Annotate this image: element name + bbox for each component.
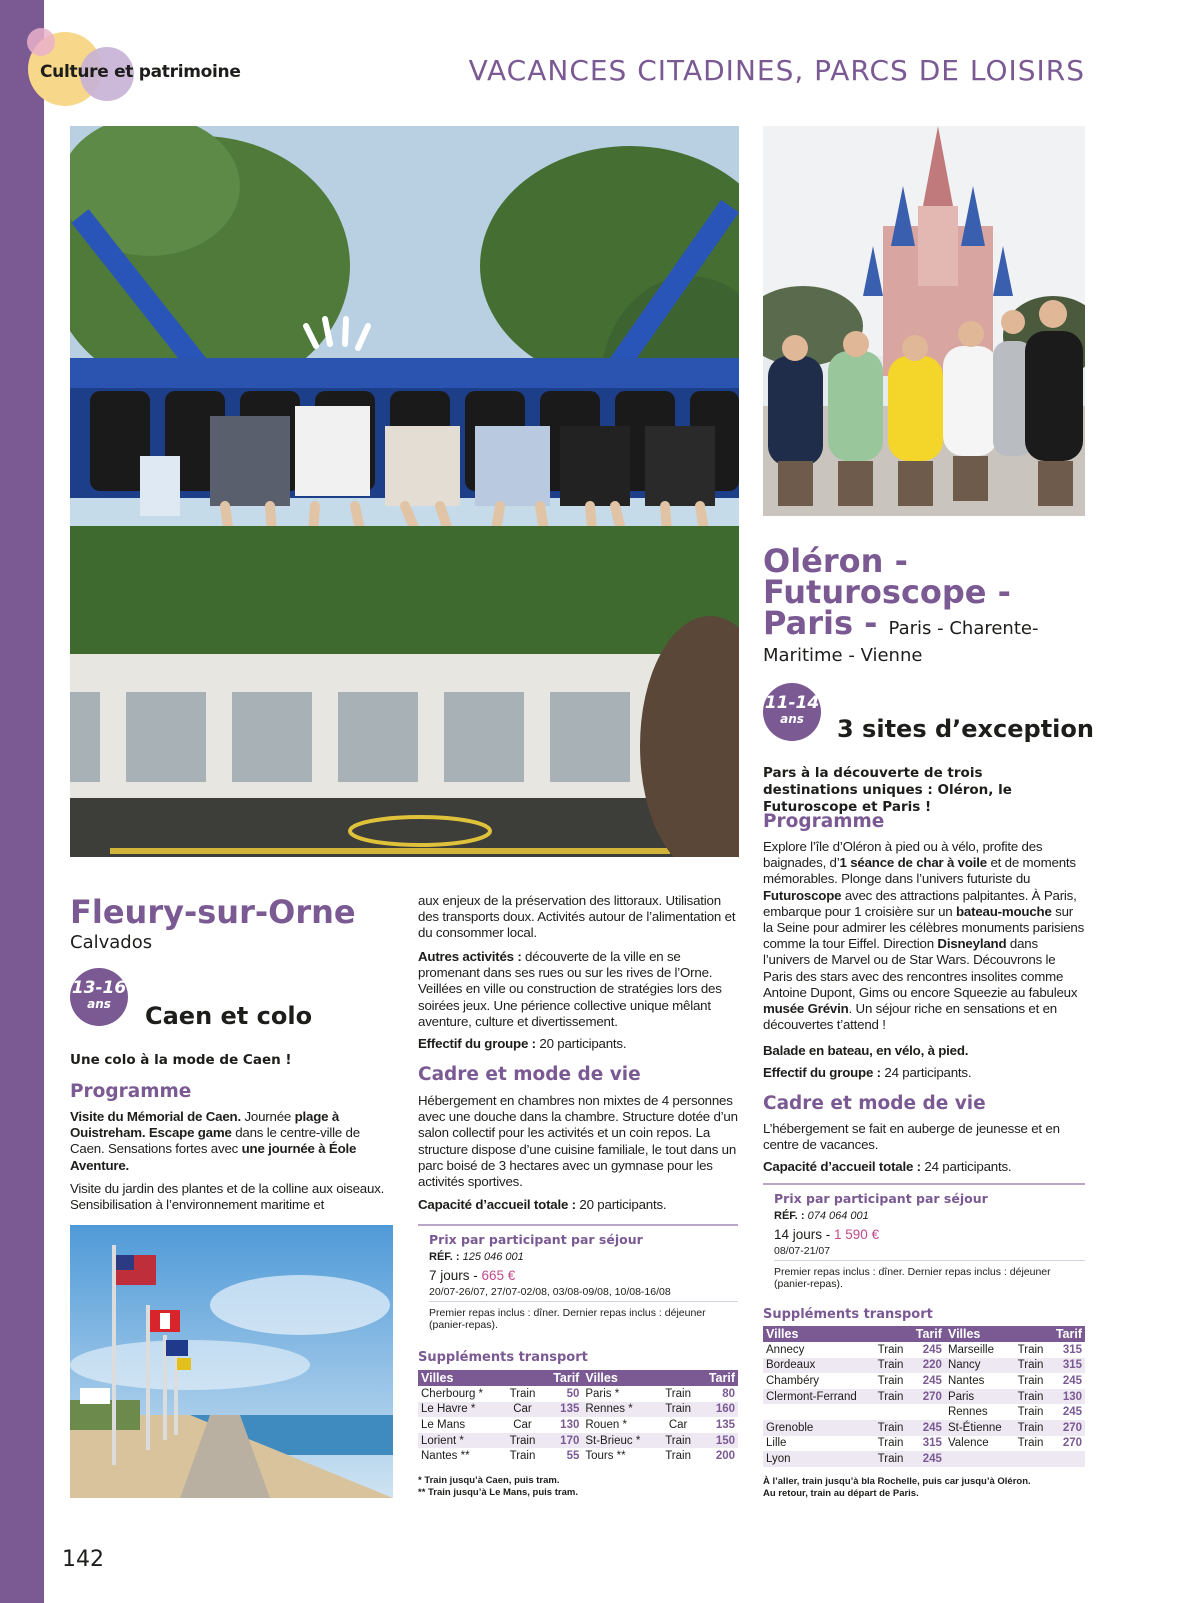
price-dates: 08/07-21/07 <box>774 1242 1085 1261</box>
table-cell: Nancy <box>945 1358 1013 1374</box>
footnote-1: * Train jusqu’à Caen, puis tram. <box>418 1475 560 1486</box>
ref-label: RÉF. : <box>429 1251 460 1263</box>
footnote-1: À l’aller, train jusqu’à bla Rochelle, puis car jusqu’à Oléron. <box>763 1476 1031 1487</box>
table-row <box>763 1451 1085 1467</box>
table-cell: 220 <box>909 1358 945 1374</box>
group-size-text: 24 participants. <box>880 1065 972 1080</box>
table-cell: 245 <box>909 1420 945 1436</box>
age-badge-fleury <box>70 968 128 1026</box>
table-cell <box>909 1404 945 1420</box>
col-price-2: Tarif <box>1049 1326 1085 1342</box>
fleury-footnotes <box>418 1475 578 1499</box>
section-label: Culture et patrimoine <box>40 62 241 82</box>
table-cell: Train <box>509 1450 536 1463</box>
price-reference <box>763 1206 1085 1222</box>
table-cell: Train <box>877 1437 904 1450</box>
table-cell: Cherbourg * <box>421 1387 484 1400</box>
text-run: Explore l’île d’Oléron à pied ou à vélo, profite des baignades, d’ <box>763 839 1043 871</box>
table-row <box>763 1373 1085 1389</box>
price-heading: Prix par participant par séjour <box>429 1232 643 1247</box>
table-cell <box>945 1451 1013 1467</box>
table-cell: St-Étienne <box>945 1420 1013 1436</box>
text-run: . Un séjour riche en sensations et en découvertes t’attend ! <box>763 1001 1057 1033</box>
table-cell: Train <box>873 1358 909 1374</box>
table-cell: 270 <box>1062 1437 1082 1450</box>
text-run: musée Grévin <box>763 1001 849 1017</box>
title-line-1: Oléron - <box>763 542 908 580</box>
age-unit: ans <box>780 712 804 726</box>
price-dates: 20/07-26/07, 27/07-02/08, 03/08-09/08, 10/08-16/08 <box>429 1283 738 1302</box>
table-cell: 200 <box>715 1450 735 1463</box>
table-cell: Rennes <box>947 1406 988 1419</box>
age-range: 11-14 <box>764 693 820 713</box>
table-cell: Car <box>503 1402 543 1418</box>
table-cell: 135 <box>542 1402 582 1418</box>
table-cell: Marseille <box>947 1343 994 1356</box>
table-cell: Clermont-Ferrand <box>763 1389 873 1405</box>
table-cell: Train <box>503 1433 543 1449</box>
table-cell: Le Havre * <box>418 1402 503 1418</box>
oleron-footnotes <box>763 1476 1031 1500</box>
col-mode-2 <box>1013 1326 1049 1342</box>
table-row <box>763 1404 1085 1420</box>
price-meals: Premier repas inclus : dîner. Dernier repas inclus : déjeuner (panier-repas). <box>429 1307 706 1331</box>
table-cell: Train <box>1013 1389 1049 1405</box>
group-size-label: Effectif du groupe : <box>763 1065 881 1080</box>
ref-value: 125 046 001 <box>459 1251 524 1263</box>
table-cell: 315 <box>922 1437 942 1450</box>
price-heading: Prix par participant par séjour <box>774 1191 988 1206</box>
table-cell: 315 <box>1062 1343 1082 1356</box>
fleury-group-size <box>418 1036 738 1052</box>
fleury-cadre-text: Hébergement en chambres non mixtes de 4 personnes avec une douche dans la chambre. Structure dotée d’un salon collectif pour les activités et un coin repos. La structure dispose d’une cuisine familiale, le tout dans un parc boisé de 3 hectares avec un gymnase pour les activités sportives. <box>418 1093 738 1190</box>
oleron-intro: Pars à la découverte de trois destinations uniques : Oléron, le Futuroscope et Paris ! <box>763 765 1012 815</box>
oleron-supplements-title: Suppléments transport <box>763 1307 933 1322</box>
col-mode <box>503 1370 543 1386</box>
fleury-stay-title: Caen et colo <box>145 1002 313 1030</box>
page-number: 142 <box>62 1547 104 1572</box>
table-row <box>763 1358 1085 1374</box>
other-activities-text: découverte de la ville en se promenant dans ses rues ou sur les rives de l’Orne. Veillées en ville ou construction de stratégies lors des soirées jeux. Une périence collective unique mêlant aventure, culture et divertissement. <box>418 949 722 1029</box>
fleury-other-activities <box>418 949 738 1030</box>
table-cell: 135 <box>715 1418 735 1431</box>
table-cell: Chambéry <box>766 1374 820 1387</box>
title-line-2: Futuroscope - <box>763 573 1011 611</box>
sidebar-band <box>0 0 44 1603</box>
fleury-programme-heading: Programme <box>70 1081 192 1102</box>
castle-group-photo <box>763 126 1085 516</box>
oleron-region-inline: Paris - Charente- <box>888 618 1039 639</box>
table-cell: Train <box>1013 1420 1049 1436</box>
capacity-label: Capacité d’accueil totale : <box>763 1159 921 1174</box>
col-mode <box>873 1326 909 1342</box>
text-run: 1 séance de char à voile <box>839 855 987 871</box>
table-cell: 130 <box>1049 1389 1085 1405</box>
text-run: Futuroscope <box>763 887 842 903</box>
table-cell: Lyon <box>763 1451 873 1467</box>
oleron-activities: Balade en bateau, en vélo, à pied. <box>763 1043 969 1058</box>
table-cell <box>873 1404 909 1420</box>
table-cell: Train <box>509 1387 536 1400</box>
other-activities-label: Autres activités : <box>418 949 522 964</box>
duration: 7 jours - <box>429 1268 482 1283</box>
table-row <box>763 1436 1085 1452</box>
table-cell: 270 <box>909 1389 945 1405</box>
col-cities: Villes <box>763 1326 873 1342</box>
table-cell: 245 <box>922 1343 942 1356</box>
table-cell: Train <box>877 1374 904 1387</box>
table-cell: Train <box>873 1389 909 1405</box>
text-run: et de moments mémorables. Plonge dans l’univers futuriste du <box>763 855 1076 887</box>
table-cell: Paris * <box>585 1387 620 1400</box>
text-run: une journée à Éole Aventure. <box>70 1141 357 1173</box>
oleron-programme-text <box>763 839 1085 1033</box>
table-cell: Train <box>873 1451 909 1467</box>
oleron-region: Maritime - Vienne <box>763 645 923 666</box>
text-run: Escape game <box>148 1125 232 1141</box>
fleury-programme-text-2: Visite du jardin des plantes et de la colline aux oiseaux. Sensibilisation à l’environnement maritime et <box>70 1181 385 1213</box>
amusement-park-ride-photo <box>70 126 739 857</box>
capacity-text: 20 participants. <box>575 1197 667 1212</box>
table-cell: 315 <box>1049 1358 1085 1374</box>
table-cell: Bordeaux <box>763 1358 873 1374</box>
capacity-text: 24 participants. <box>920 1159 1012 1174</box>
oleron-title <box>763 542 1093 644</box>
age-unit: ans <box>87 997 111 1011</box>
table-cell: 245 <box>1062 1374 1082 1387</box>
table-cell: 55 <box>566 1450 580 1463</box>
table-row <box>418 1402 738 1418</box>
fleury-programme-text <box>70 1109 390 1174</box>
oleron-group-size <box>763 1065 1085 1081</box>
ref-value: 074 064 001 <box>804 1210 869 1222</box>
oleron-cadre-text: L’hébergement se fait en auberge de jeunesse et en centre de vacances. <box>763 1121 1060 1153</box>
table-cell: 160 <box>698 1402 738 1418</box>
table-cell: Valence <box>947 1437 989 1450</box>
group-size-text: 20 participants. <box>535 1036 627 1051</box>
footnote-2: ** Train jusqu’à Le Mans, puis tram. <box>418 1487 578 1498</box>
flags-beach-photo <box>70 1225 393 1498</box>
fleury-cadre-heading: Cadre et mode de vie <box>418 1064 641 1085</box>
table-cell: Car <box>668 1418 688 1431</box>
table-cell: 130 <box>560 1418 580 1431</box>
table-row <box>418 1386 738 1402</box>
footnote-2: Au retour, train au départ de Paris. <box>763 1488 919 1499</box>
capacity-label: Capacité d’accueil totale : <box>418 1197 576 1212</box>
table-cell: Train <box>1017 1406 1044 1419</box>
col-price: Tarif <box>909 1326 945 1342</box>
table-cell: 80 <box>722 1387 735 1400</box>
col-cities: Villes <box>418 1370 503 1386</box>
table-cell: Train <box>1017 1374 1044 1387</box>
table-cell: Train <box>658 1402 698 1418</box>
oleron-transport-table <box>763 1326 1085 1467</box>
table-cell <box>1013 1451 1049 1467</box>
table-cell: Rouen * <box>585 1418 627 1431</box>
table-cell <box>763 1404 873 1420</box>
col-price: Tarif <box>542 1370 582 1386</box>
oleron-capacity <box>763 1159 1085 1175</box>
fleury-transport-table <box>418 1370 738 1464</box>
table-cell: Paris <box>945 1389 1013 1405</box>
age-badge-oleron <box>763 683 821 741</box>
price-line <box>763 1222 1085 1242</box>
page-header-title: VACANCES CITADINES, PARCS DE LOISIRS <box>468 54 1085 87</box>
table-cell: Rennes * <box>582 1402 658 1418</box>
text-run: Disneyland <box>937 936 1007 952</box>
ref-label: RÉF. : <box>774 1210 805 1222</box>
title-line-3: Paris - Paris - Charente- <box>763 604 1039 642</box>
table-cell: 150 <box>698 1433 738 1449</box>
price-meals: Premier repas inclus : dîner. Dernier repas inclus : déjeuner (panier-repas). <box>774 1266 1051 1290</box>
text-run: bateau-mouche <box>955 903 1052 919</box>
group-size-label: Effectif du groupe : <box>418 1036 536 1051</box>
table-cell: Train <box>665 1387 691 1400</box>
fleury-capacity <box>418 1197 738 1213</box>
table-cell: Annecy <box>766 1343 805 1356</box>
table-cell: Train <box>873 1420 909 1436</box>
table-row <box>418 1448 738 1464</box>
table-cell: 170 <box>542 1433 582 1449</box>
price-amount: 1 590 € <box>834 1227 880 1242</box>
table-cell <box>1049 1451 1085 1467</box>
oleron-programme-heading: Programme <box>763 811 885 832</box>
table-cell: Train <box>1017 1343 1044 1356</box>
table-cell: Nantes ** <box>421 1450 470 1463</box>
table-cell: Train <box>658 1433 698 1449</box>
text-run: plage à Ouistreham. <box>70 1109 340 1141</box>
table-cell: Train <box>665 1450 691 1463</box>
table-cell: Grenoble <box>763 1420 873 1436</box>
table-row <box>418 1433 738 1449</box>
table-row <box>763 1342 1085 1358</box>
text-run: dans l’univers de Marvel ou de Star Wars. Découvrons le Paris des stars avec des rencontres insolites comme Antoine Dupont, Gims ou encore Squeezie au fabuleux <box>763 936 1078 1000</box>
table-cell: 245 <box>1062 1406 1082 1419</box>
oleron-price-box <box>763 1183 1085 1299</box>
oleron-stay-title: 3 sites d’exception <box>837 715 1094 743</box>
table-row <box>763 1420 1085 1436</box>
table-cell: St-Brieuc * <box>582 1433 658 1449</box>
col-price-2: Tarif <box>698 1370 738 1386</box>
price-line <box>418 1263 738 1283</box>
col-cities-2: Villes <box>945 1326 1013 1342</box>
text-run: sur la Seine pour admirer les célèbres monuments parisiens comme la tour Eiffel. Direction <box>763 903 1085 952</box>
table-cell: Train <box>877 1343 904 1356</box>
table-cell: Lorient * <box>418 1433 503 1449</box>
badge-circle-pink <box>27 28 55 56</box>
fleury-price-box <box>418 1224 738 1340</box>
age-range: 13-16 <box>71 978 127 998</box>
table-cell: Le Mans <box>421 1418 466 1431</box>
table-cell: Tours ** <box>585 1450 626 1463</box>
table-cell: 245 <box>922 1374 942 1387</box>
table-row <box>763 1389 1085 1405</box>
table-cell: Car <box>513 1418 532 1431</box>
oleron-cadre-heading: Cadre et mode de vie <box>763 1093 986 1114</box>
table-cell: 270 <box>1049 1420 1085 1436</box>
text-run: Journée <box>240 1109 295 1124</box>
fleury-intro: Une colo à la mode de Caen ! <box>70 1052 292 1068</box>
fleury-title: Fleury-sur-Orne <box>70 893 356 931</box>
col-cities-2: Villes <box>582 1370 658 1386</box>
duration: 14 jours - <box>774 1227 835 1242</box>
table-row <box>418 1417 738 1433</box>
text-run: avec des attractions palpitantes. À Paris, embarque pour 1 croisière sur un <box>763 887 1077 919</box>
table-cell: Train <box>1017 1437 1044 1450</box>
table-cell: Train <box>1013 1358 1049 1374</box>
fleury-region: Calvados <box>70 932 153 953</box>
col-mode-2 <box>658 1370 698 1386</box>
price-amount: 665 € <box>481 1268 516 1283</box>
text-run: dans le centre-ville de Caen. Sensations fortes avec <box>70 1125 360 1157</box>
price-reference <box>418 1247 738 1263</box>
table-cell: 50 <box>566 1387 580 1400</box>
table-cell: 245 <box>909 1451 945 1467</box>
text-run: Visite du Mémorial de Caen. <box>70 1109 241 1124</box>
fleury-programme-continued: aux enjeux de la préservation des littoraux. Utilisation des transports doux. Activités autour de l’alimentation et du consommer local. <box>418 893 736 941</box>
table-cell: Nantes <box>947 1374 985 1387</box>
table-cell: Lille <box>766 1437 787 1450</box>
fleury-supplements-title: Suppléments transport <box>418 1350 588 1365</box>
